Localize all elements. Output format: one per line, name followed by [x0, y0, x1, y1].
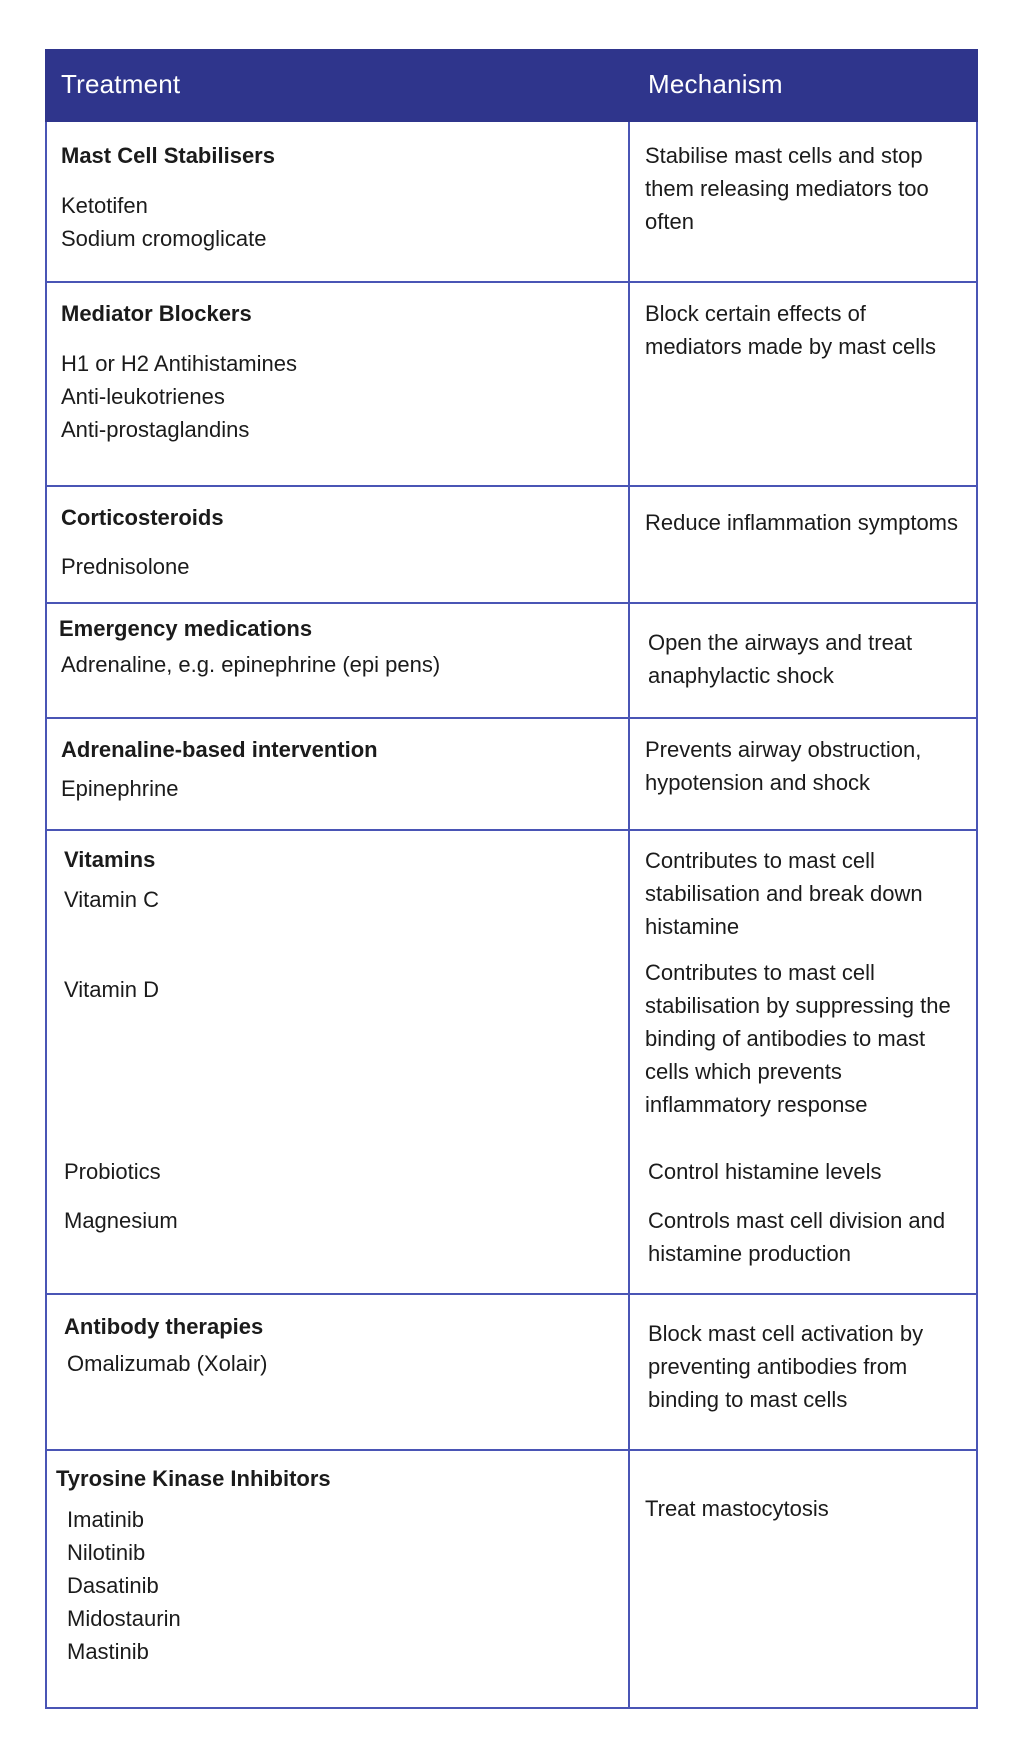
category-title: Tyrosine Kinase Inhibitors — [56, 1466, 331, 1491]
table-header — [45, 49, 978, 122]
header-treatment: Treatment — [61, 69, 181, 99]
mechanism-text: Treat mastocytosis — [645, 1496, 829, 1521]
mechanism-text: Contributes to mast cell stabilisation by suppressing the binding of antibodies to mast cells which prevents inflammatory response — [645, 960, 951, 1117]
category-title: Mast Cell Stabilisers — [61, 143, 275, 168]
mechanism-text: Open the airways and treat anaphylactic shock — [648, 630, 913, 688]
mechanism-text: Stabilise mast cells and stop them releasing mediators too often — [645, 143, 929, 234]
row-divider — [45, 485, 978, 487]
mechanism-text: Contributes to mast cell stabilisation and break down histamine — [645, 848, 923, 939]
mechanism-text: Block mast cell activation by preventing antibodies from binding to mast cells — [648, 1321, 924, 1412]
treatment-item: Sodium cromoglicate — [61, 226, 267, 251]
row-divider — [45, 1293, 978, 1295]
treatment-item: Vitamin C — [64, 887, 159, 912]
row-divider — [45, 717, 978, 719]
treatment-item: Anti-leukotrienes — [61, 384, 225, 409]
row-divider — [45, 829, 978, 831]
treatment-item: Adrenaline, e.g. epinephrine (epi pens) — [61, 652, 441, 677]
row-divider — [45, 602, 978, 604]
row-divider — [45, 1449, 978, 1451]
mechanism-text: Reduce inflammation symptoms — [645, 510, 959, 535]
mechanism-text: Block certain effects of mediators made by mast cells — [645, 301, 936, 359]
treatment-item: Mastinib — [67, 1639, 149, 1664]
treatment-item: Midostaurin — [67, 1606, 181, 1631]
treatment-item: Prednisolone — [61, 554, 190, 579]
treatment-item: Dasatinib — [67, 1573, 159, 1598]
treatment-item: Probiotics — [64, 1159, 161, 1184]
mechanism-text: Controls mast cell division and histamine production — [648, 1208, 946, 1266]
treatment-table — [45, 49, 978, 1709]
mechanism-text: Prevents airway obstruction, hypotension and shock — [645, 737, 922, 795]
treatment-item: Vitamin D — [64, 977, 159, 1002]
category-title: Adrenaline-based intervention — [61, 737, 378, 762]
row-divider — [45, 281, 978, 283]
treatment-item: Anti-prostaglandins — [61, 417, 250, 442]
category-title: Vitamins — [64, 847, 156, 872]
mechanism-text: Control histamine levels — [648, 1159, 882, 1184]
category-title: Antibody therapies — [64, 1314, 264, 1339]
treatment-item: Nilotinib — [67, 1540, 146, 1565]
category-title: Emergency medications — [59, 616, 313, 641]
category-title: Mediator Blockers — [61, 301, 252, 326]
treatment-item: Magnesium — [64, 1208, 178, 1233]
column-divider — [628, 122, 630, 1709]
header-mechanism: Mechanism — [648, 69, 783, 99]
treatment-item: Ketotifen — [61, 193, 148, 218]
treatment-item: Epinephrine — [61, 776, 179, 801]
treatment-item: H1 or H2 Antihistamines — [61, 351, 297, 376]
treatment-item: Imatinib — [67, 1507, 145, 1532]
treatment-item: Omalizumab (Xolair) — [67, 1351, 268, 1376]
category-title: Corticosteroids — [61, 505, 224, 530]
